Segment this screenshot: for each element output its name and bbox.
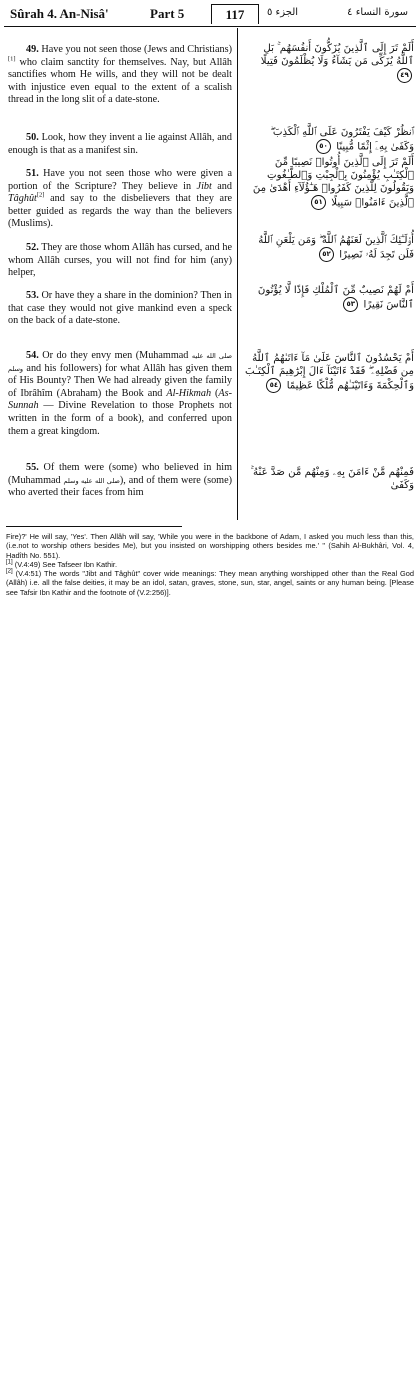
part-label: Part 5 xyxy=(150,6,185,21)
salutation-glyph: صلى الله عليه وسلم xyxy=(8,352,232,373)
verse-number: 55. xyxy=(26,462,39,473)
verse-52-translation: 52. They are those whom Allâh has cursed, and he whom Allâh curses, you will not find for him (any) helper, xyxy=(8,242,232,279)
verse-55-arabic: فَمِنْهُم مَّنْ ءَامَنَ بِهِۦ وَمِنْهُم مَّن صَدَّ عَنْهُ ۚ وَكَفَىٰ xyxy=(250,467,414,491)
footnote-2-mark: [2] xyxy=(6,568,13,575)
verse-50-arabic: ٱنظُرْ كَيْفَ يَفْتَرُونَ عَلَى ٱللَّهِ ٱلْكَذِبَ ۖ وَكَفَىٰ بِهِۦٓ إِثْمًا مُّبِينًا ٥٠ xyxy=(270,127,414,153)
ayah-marker: ٤٩ xyxy=(397,68,412,83)
verse-number: 54. xyxy=(26,350,39,361)
footnote-2: [2] (V.4:51) The words "Jibt and Tâghût" cover wide meanings: They mean anything worshipped other than the Real God (Allâh) i.e. all the false deities, it may be an idol, satan, graves, stone, sun, star, angel, saints or any human being. [Please see Tafsir Ibn Kathir and the footnote of (V.2:256)]. xyxy=(6,568,414,597)
verse-number: 49. xyxy=(26,44,39,55)
surah-title: Sûrah 4. An-Nisâ' xyxy=(10,6,109,21)
page-number: 117 xyxy=(211,4,259,24)
page-header xyxy=(4,4,416,27)
verse-54-translation: 54. Or do they envy men (Muhammad صلى الله عليه وسلم and his followers) for what Allâh has given them of His Bounty? Then We had already given the family of Ibrâhîm (Abraham) the Book and Al-Hikmah (As-Sunnah — Divine Revelation to those Prophets not written in the form of a book), and conferred upon them a great kingdom. xyxy=(8,350,232,437)
verse-number: 53. xyxy=(26,290,39,301)
juz-arabic: الجزء ٥ xyxy=(267,7,299,18)
salutation-glyph: صلى الله عليه وسلم xyxy=(63,476,120,485)
footnote-ref-2[interactable]: [2] xyxy=(36,191,45,199)
verse-54-arabic: أَمْ يَحْسُدُونَ ٱلنَّاسَ عَلَىٰ مَآ ءَاتَىٰهُمُ ٱللَّهُ مِن فَضْلِهِۦ ۖ فَقَدْ ءَاتَيْنَآ ءَالَ إِبْرَٰهِيمَ ٱلْكِتَـٰبَ وَٱلْحِكْمَةَ وَءَاتَيْنَـٰهُم مُّلْكًا عَظِيمًا ٥٤ xyxy=(245,353,414,392)
verse-50-translation: 50. Look, how they invent a lie against Allâh, and enough is that as a manifest sin. xyxy=(8,132,232,156)
verse-number: 52. xyxy=(26,242,39,253)
ayah-marker: ٥٠ xyxy=(316,139,331,154)
verse-number: 51. xyxy=(26,168,39,179)
verse-52-arabic: أُو۟لَـٰٓئِكَ ٱلَّذِينَ لَعَنَهُمُ ٱللَّهُ ۖ وَمَن يَلْعَنِ ٱللَّهُ فَلَن تَجِدَ لَهُۥ نَصِيرًا ٥٢ xyxy=(258,235,414,261)
column-divider xyxy=(237,28,238,520)
footnote-rule xyxy=(6,526,182,527)
verse-49-translation: 49. Have you not seen those (Jews and Christians)[1] who claim sanctity for themselves. Nay, but Allâh sanctifies whom He wills, and they will not be dealt with injustice even equal to the extent of a scalish thread in the long slit of a date-stone. xyxy=(8,44,232,106)
verse-53-translation: 53. Or have they a share in the dominion? Then in that case they would not give mankind even a speck on the back of a date-stone. xyxy=(8,290,233,327)
footnotes xyxy=(6,532,414,597)
verse-number: 50. xyxy=(26,132,39,143)
ayah-marker: ٥١ xyxy=(311,195,326,210)
footnote-1: [1] (V.4:49) See Tafseer Ibn Kathir. xyxy=(6,559,118,569)
surah-title-arabic: سورة النساء ٤ xyxy=(347,7,408,18)
ayah-marker: ٥٤ xyxy=(266,378,281,393)
ayah-marker: ٥٢ xyxy=(319,247,334,262)
verse-53-arabic: أَمْ لَهُمْ نَصِيبٌ مِّنَ ٱلْمُلْكِ فَإِذًا لَّا يُؤْتُونَ ٱلنَّاسَ نَقِيرًا ٥٣ xyxy=(257,285,414,311)
verse-51-translation: 51. Have you not seen those who were given a portion of the Scripture? They believe in Jibt and Tâghût[2] and say to the disbelievers that they are better guided as regards the way than the believers (Muslims). xyxy=(8,168,232,230)
verse-49-arabic: أَلَمْ تَرَ إِلَى ٱلَّذِينَ يُزَكُّونَ أَنفُسَهُم ۚ بَلِ ٱللَّهُ يُزَكِّى مَن يَشَآءُ وَلَا يُظْلَمُونَ فَتِيلًا ٤٩ xyxy=(244,42,414,83)
footnote-1-mark: [1] xyxy=(6,559,13,566)
footnote-continuation: Fire)?' He will say, 'Yes'. Then Allâh will say, 'While you were in the backbone of Adam, I asked you much less than this, (i.e.not to worship others besides Me), but you insisted on worshipping others besides me.' " (Sahih Al-Bukhâri, Vol. 4, Hadîth No. 551). xyxy=(6,532,414,560)
ayah-marker: ٥٣ xyxy=(343,297,358,312)
footnote-ref-1[interactable]: [1] xyxy=(8,55,16,63)
verse-55-translation: 55. Of them were (some) who believed in him (Muhammad صلى الله عليه وسلم), and of them were (some) who averted their faces from him xyxy=(8,462,233,499)
verse-51-arabic: أَلَمْ تَرَ إِلَى ٱلَّذِينَ أُوتُوا۟ نَصِيبًا مِّنَ ٱلْكِتَـٰبِ يُؤْمِنُونَ بِٱلْجِبْتِ وَٱلطَّـٰغُوتِ وَيَقُولُونَ لِلَّذِينَ كَفَرُوا۟ هَـٰٓؤُلَآءِ أَهْدَىٰ مِنَ ٱلَّذِينَ ءَامَنُوا۟ سَبِيلًا ٥١ xyxy=(252,157,414,209)
